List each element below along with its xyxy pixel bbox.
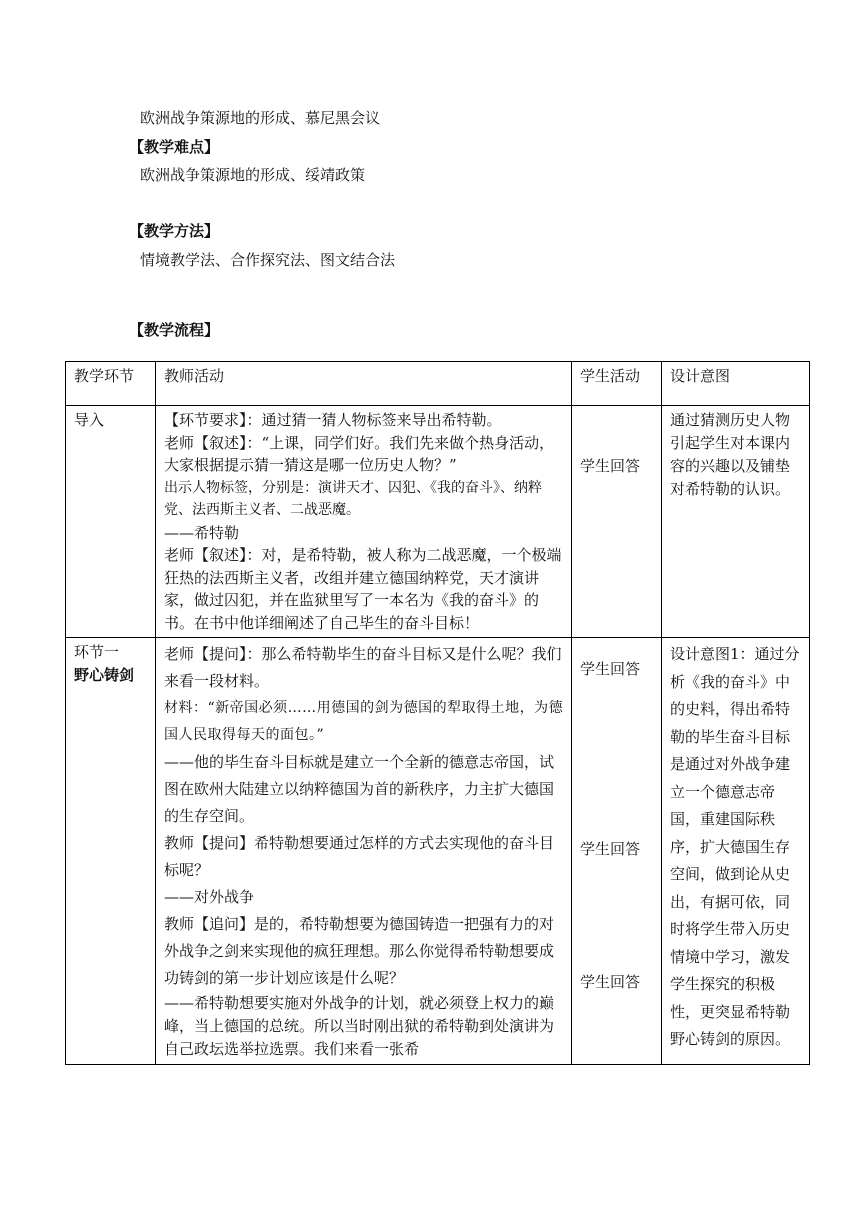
stage-cell: [66, 638, 156, 1065]
header-teacher: 教师活动: [156, 362, 572, 406]
teaching-focus-text: 欧洲战争策源地的形成、慕尼黑会议: [140, 109, 381, 127]
stage-name: 导入: [74, 411, 105, 429]
stage-label: 环节一: [74, 643, 120, 661]
teacher-line: 老师【叙述】：对，是希特勒，被人称为二战恶魔，一个极端狂热的法西斯主义者，改组并建立德国纳粹党，天才演讲家，做过囚犯，并在监狱里写了一本名为《我的奋斗》的书。在书中他详细阐述了自己毕生的奋斗目标！: [164, 546, 562, 632]
teacher-line: 教师【提问】希特勒想要通过怎样的方式去实现他的奋斗目标呢？: [164, 834, 555, 879]
difficulty-text: 欧洲战争策源地的形成、绥靖政策: [140, 166, 366, 184]
stage-title: 野心铸剑: [74, 666, 135, 684]
teacher-line: 老师【叙述】：“上课，同学们好。我们先来做个热身活动，大家根据提示猜一猜这是哪一位历史人物？”: [164, 433, 555, 474]
teacher-activity-cell: [156, 638, 572, 1065]
flow-heading: 【教学流程】: [129, 321, 220, 339]
student-activity-cell: [572, 406, 662, 638]
teacher-line: ——对外战争: [164, 888, 255, 906]
design-intent-cell: 通过猜测历史人物引起学生对本课内容的兴趣以及铺垫对希特勒的认识。: [662, 406, 810, 638]
teacher-activity-cell: [156, 406, 572, 638]
teacher-line: 教师【追问】是的，希特勒想要为德国铸造一把强有力的对外战争之剑来实现他的疯狂理想。那么你觉得希特勒想要成功铸剑的第一步计划应该是什么呢？: [164, 915, 555, 987]
teaching-flow-table: [65, 361, 810, 1065]
stage-cell: [66, 406, 156, 638]
teacher-line: ——希特勒想要实施对外战争的计划，就必须登上权力的巅峰，当上德国的总统。所以当时刚出狱的希特勒到处演讲为自己政坛选举拉选票。我们来看一张希: [164, 994, 555, 1058]
header-intent: 设计意图: [662, 362, 810, 406]
table-row: [66, 638, 810, 1065]
student-answer: 学生回答: [580, 840, 641, 858]
design-intent-cell: 设计意图1：通过分析《我的奋斗》中的史料，得出希特勒的毕生奋斗目标是通过对外战争建立一个德意志帝国，重建国际秩序，扩大德国生存空间，做到论从史出，有据可依，同时将学生带入历史情境中学习，激发学生探究的积极性，更突显希特勒野心铸剑的原因。: [662, 638, 810, 1065]
teacher-line: ——他的毕生奋斗目标就是建立一个全新的德意志帝国，试图在欧州大陆建立以纳粹德国为首的新秩序，力主扩大德国的生存空间。: [164, 753, 555, 825]
method-text: 情境教学法、合作探究法、图文结合法: [140, 251, 396, 269]
student-answer: 学生回答: [580, 660, 641, 678]
material-quote: 材料：“新帝国必须……用德国的剑为德国的犁取得土地，为德国人民取得每天的面包。”: [164, 700, 564, 743]
teacher-line: 【环节要求】：通过猜一猜人物标签来导出希特勒。: [164, 411, 502, 429]
teacher-line: ——希特勒: [164, 523, 240, 542]
student-activity-cell: [572, 638, 662, 1065]
header-student: 学生活动: [572, 362, 662, 406]
table-header-row: [66, 362, 810, 406]
teacher-line: 老师【提问】：那么希特勒毕生的奋斗目标又是什么呢？我们来看一段材料。: [164, 645, 562, 690]
method-heading: 【教学方法】: [129, 222, 220, 240]
student-answer: 学生回答: [580, 973, 641, 991]
student-answer: 学生回答: [580, 457, 641, 475]
teacher-line: 出示人物标签，分别是：演讲天才、囚犯、《我的奋斗》、纳粹党、法西斯主义者、二战恶魔。: [164, 479, 542, 518]
difficulty-heading: 【教学难点】: [129, 138, 220, 156]
table-row: [66, 406, 810, 638]
header-stage: 教学环节: [66, 362, 156, 406]
